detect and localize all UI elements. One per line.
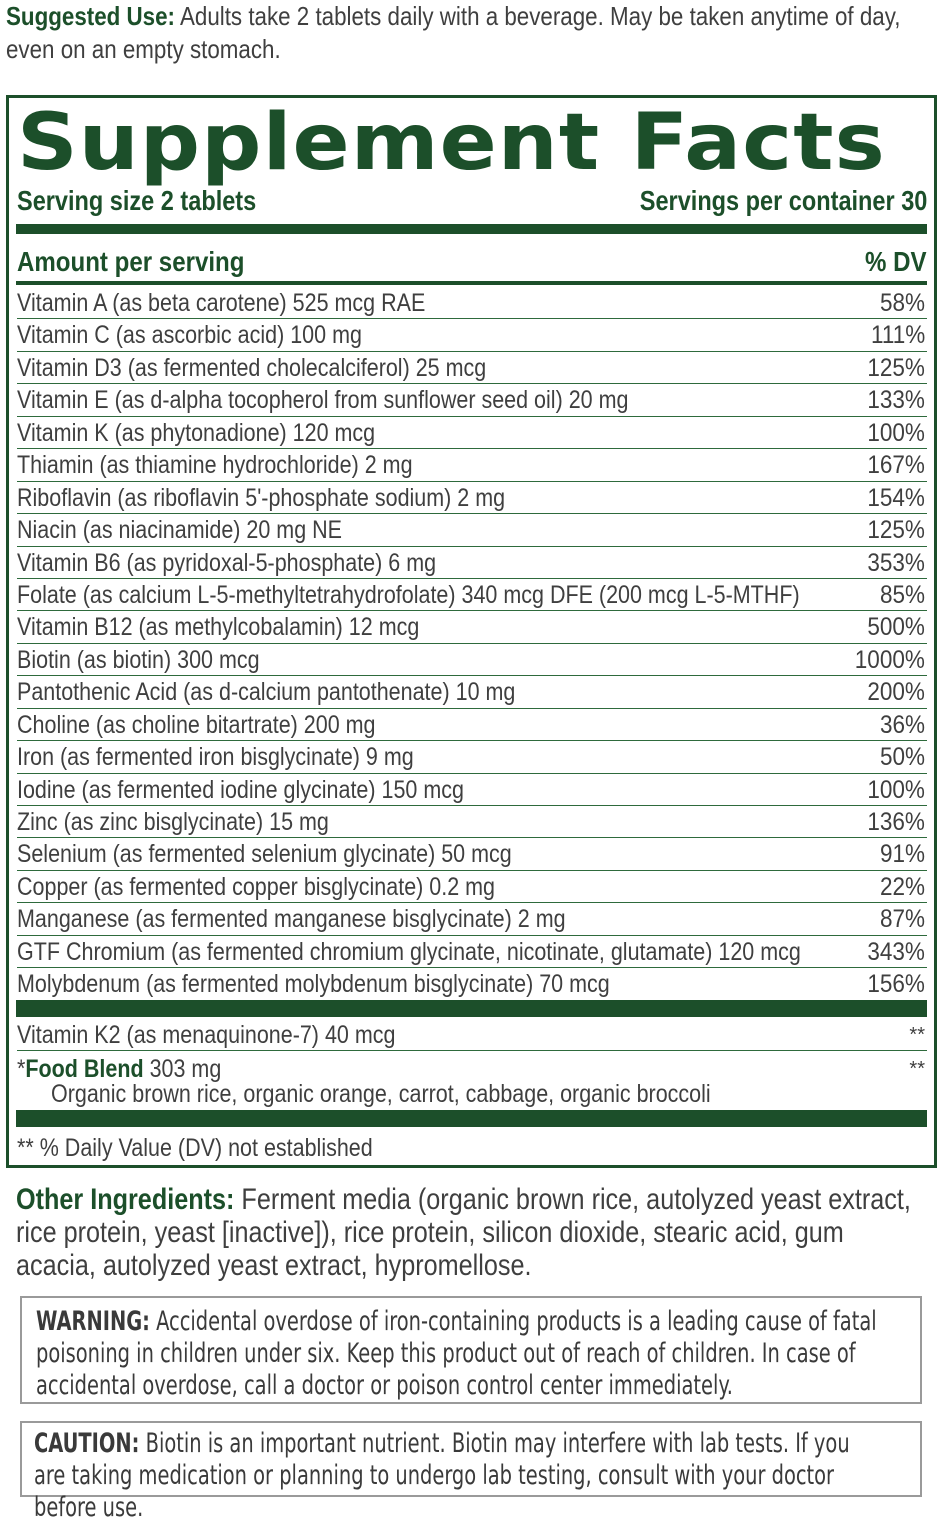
nutrient-row [17, 741, 927, 773]
nutrient-dv: 100% [867, 418, 925, 447]
food-blend-prefix: * [17, 1055, 26, 1083]
nutrient-row [17, 676, 927, 708]
nutrient-name: Niacin (as niacinamide) 20 mg NE [17, 516, 343, 545]
caution-text: Biotin is an important nutrient. Biotin may interfere with lab tests. If you are taking medication or planning to undergo lab testing, consult with your doctor before use. [34, 1428, 850, 1523]
other-ingredients-text: Ferment media (organic brown rice, autolyzed yeast extract, rice protein, yeast [inactive]), rice protein, silicon dioxide, stearic acid, gum acacia, autolyzed yeast extract, hypromellose. [16, 1183, 911, 1282]
nutrient-dv: 1000% [854, 645, 925, 674]
nutrient-row [17, 449, 927, 481]
nutrient-name: Biotin (as biotin) 300 mcg [17, 645, 260, 674]
nutrient-name: Choline (as choline bitartrate) 200 mg [17, 710, 376, 739]
nutrient-row [17, 384, 927, 416]
thick-divider-bottom [16, 1110, 927, 1127]
nutrient-name: Vitamin B12 (as methylcobalamin) 12 mcg [17, 613, 420, 642]
nutrient-row [17, 319, 927, 351]
food-blend-label: Food Blend [25, 1055, 144, 1083]
other-ingredients-label: Other Ingredients: [16, 1183, 235, 1216]
nutrient-dv: 111% [870, 321, 925, 350]
caution-text-block [34, 1428, 882, 1524]
nutrient-dv: 85% [879, 580, 925, 609]
supplement-facts-panel [6, 95, 937, 1168]
thick-divider-middle [16, 1000, 927, 1017]
food-blend-dv: ** [909, 1058, 925, 1080]
caution-box [20, 1421, 922, 1523]
nutrient-row-vitamin-k2 [17, 1019, 927, 1051]
warning-text-block [36, 1306, 884, 1402]
header-divider [16, 281, 927, 285]
dv-footnote: ** % Daily Value (DV) not established [17, 1134, 373, 1162]
nutrient-dv: 36% [879, 710, 925, 739]
food-blend-row [17, 1053, 927, 1109]
nutrient-dv: 50% [879, 743, 925, 772]
nutrient-row [17, 709, 927, 741]
nutrient-dv: 156% [867, 970, 925, 999]
nutrient-row [17, 838, 927, 870]
suggested-use-label: Suggested Use: [6, 1, 175, 31]
nutrient-row [17, 774, 927, 806]
amount-per-serving-header: Amount per serving [17, 246, 245, 277]
nutrient-name: Selenium (as fermented selenium glycinate) 50 mcg [17, 840, 512, 869]
warning-text: Accidental overdose of iron-containing products is a leading cause of fatal poisoning in children under six. Keep this product out of reach of children. In case of accidental overdose, call a doctor or poison control center immediately. [36, 1306, 877, 1401]
food-blend-ingredients: Organic brown rice, organic orange, carrot, cabbage, organic broccoli [51, 1080, 711, 1108]
suggested-use [6, 0, 939, 66]
nutrient-row [17, 903, 927, 935]
nutrient-name: GTF Chromium (as fermented chromium glycinate, nicotinate, glutamate) 120 mcg [17, 937, 801, 966]
nutrient-dv: 91% [879, 840, 925, 869]
nutrient-name: Vitamin D3 (as fermented cholecalciferol) 25 mcg [17, 353, 487, 382]
nutrient-row [17, 611, 927, 643]
nutrient-row [17, 806, 927, 838]
nutrient-name: Vitamin C (as ascorbic acid) 100 mg [17, 321, 362, 350]
nutrient-name: Zinc (as zinc bisglycinate) 15 mg [17, 808, 329, 836]
nutrient-row [17, 579, 927, 611]
thick-divider-top [16, 224, 927, 234]
nutrient-dv: 100% [867, 775, 925, 804]
panel-title: Supplement Facts [17, 98, 886, 188]
nutrient-dv: 500% [867, 613, 925, 642]
nutrient-list [17, 287, 927, 1001]
nutrient-dv: 58% [879, 289, 925, 317]
nutrient-row [17, 482, 927, 514]
dv-header: % DV [865, 246, 927, 277]
nutrient-name: Thiamin (as thiamine hydrochloride) 2 mg [17, 451, 413, 480]
nutrient-name: Vitamin K (as phytonadione) 120 mcg [17, 418, 376, 447]
other-ingredients [16, 1183, 919, 1282]
caution-label: CAUTION: [34, 1428, 140, 1459]
nutrient-row [17, 514, 927, 546]
nutrient-dv: 22% [879, 872, 925, 901]
food-blend-amount: 303 mg [143, 1055, 222, 1083]
nutrient-name: Folate (as calcium L-5-methyltetrahydrofolate) 340 mcg DFE (200 mcg L-5-MTHF) [17, 580, 800, 609]
nutrient-row [17, 547, 927, 579]
nutrient-dv: 136% [867, 808, 925, 836]
nutrient-row [17, 287, 927, 319]
nutrient-name: Vitamin E (as d-alpha tocopherol from sunflower seed oil) 20 mg [17, 386, 629, 415]
nutrient-dv: 87% [879, 905, 925, 934]
nutrient-dv: 125% [867, 516, 925, 545]
nutrient-name: Vitamin B6 (as pyridoxal-5-phosphate) 6 mg [17, 548, 437, 577]
nutrient-name: Vitamin A (as beta carotene) 525 mcg RAE [17, 289, 426, 317]
serving-size: Serving size 2 tablets [17, 185, 257, 216]
nutrient-row [17, 871, 927, 903]
nutrient-dv: 133% [867, 386, 925, 415]
nutrient-dv: 343% [867, 937, 925, 966]
nutrient-dv: 154% [867, 483, 925, 512]
nutrient-name: Riboflavin (as riboflavin 5'-phosphate sodium) 2 mg [17, 483, 506, 512]
nutrient-dv: 125% [867, 353, 925, 382]
nutrient-dv: 200% [867, 678, 925, 707]
nutrient-name: Pantothenic Acid (as d-calcium pantothenate) 10 mg [17, 678, 516, 707]
nutrient-dv: ** [909, 1024, 925, 1046]
nutrient-dv: 167% [867, 451, 925, 480]
servings-per-container: Servings per container 30 [639, 185, 927, 216]
nutrient-row [17, 936, 927, 968]
nutrient-row [17, 968, 927, 1000]
nutrient-row [17, 644, 927, 676]
nutrient-row [17, 417, 927, 449]
nutrient-name: Copper (as fermented copper bisglycinate) 0.2 mg [17, 872, 496, 901]
nutrient-name: Vitamin K2 (as menaquinone-7) 40 mcg [17, 1021, 396, 1049]
nutrient-name: Molybdenum (as fermented molybdenum bisglycinate) 70 mcg [17, 970, 610, 999]
warning-label: WARNING: [36, 1306, 150, 1337]
suggested-use-text: Adults take 2 tablets daily with a beverage. May be taken anytime of day, even on an empty stomach. [6, 1, 901, 64]
warning-box [20, 1296, 922, 1404]
nutrient-name: Manganese (as fermented manganese bisglycinate) 2 mg [17, 905, 566, 934]
nutrient-row [17, 352, 927, 384]
nutrient-dv: 353% [867, 548, 925, 577]
nutrient-name: Iodine (as fermented iodine glycinate) 150 mcg [17, 775, 464, 804]
amount-header-row [17, 246, 927, 280]
nutrient-name: Iron (as fermented iron bisglycinate) 9 mg [17, 743, 414, 772]
